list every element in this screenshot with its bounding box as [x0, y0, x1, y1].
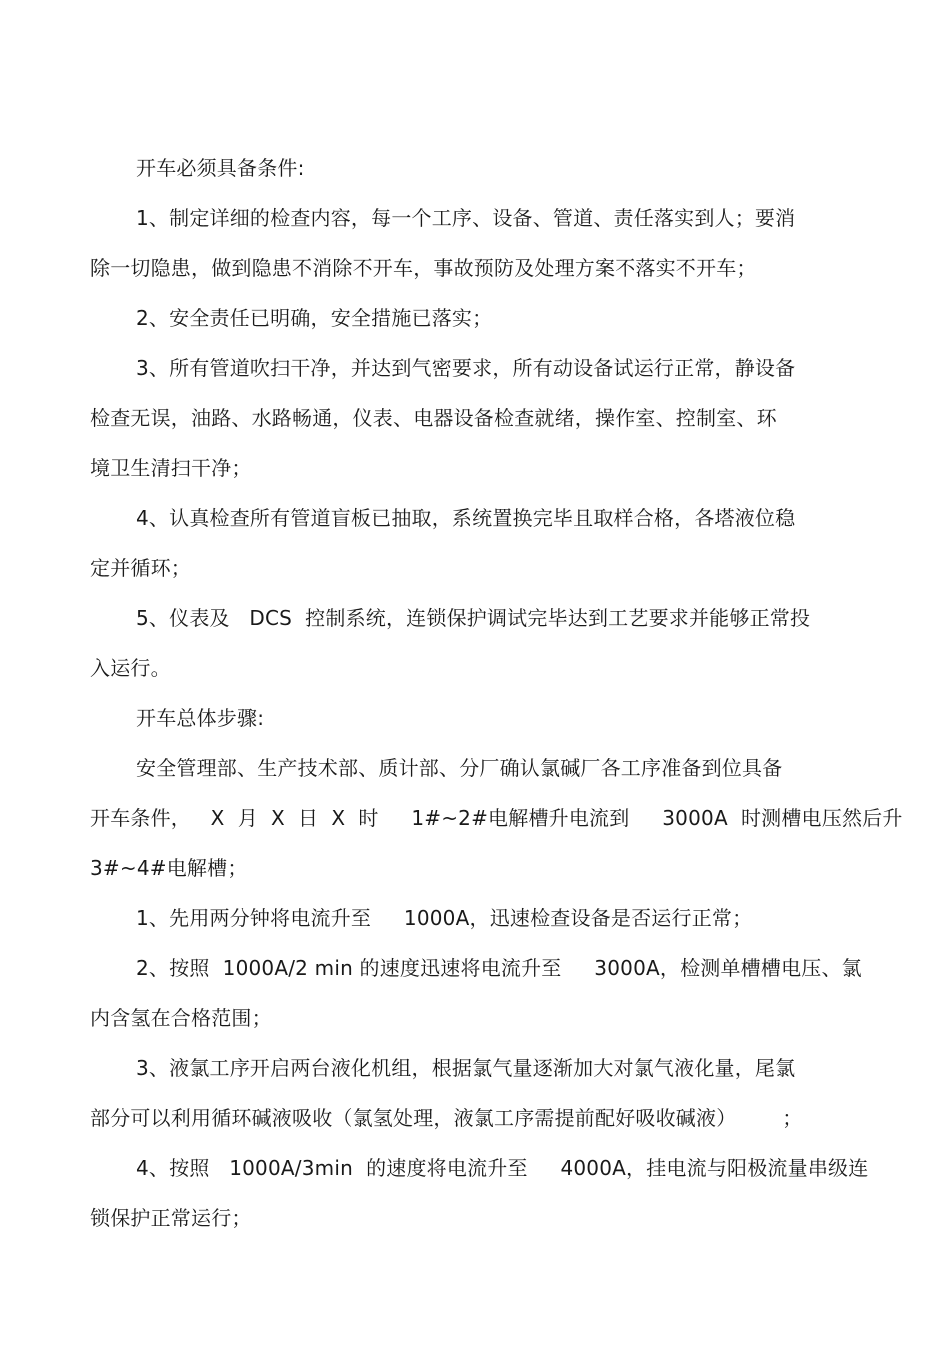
paragraph-line: 锁保护正常运行；	[90, 1206, 252, 1230]
paragraph-line: 定并循环；	[90, 556, 191, 580]
heading-startup-steps: 开车总体步骤:	[136, 706, 265, 730]
paragraph-line: 部分可以利用循环碱液吸收（氯氢处理，液氯工序需提前配好吸收碱液） ；	[90, 1106, 803, 1130]
paragraph-line: 2、按照 1000A/2 min 的速度迅速将电流升至 3000A，检测单槽槽电压、氯	[136, 956, 862, 980]
paragraph-line: 安全管理部、生产技术部、质计部、分厂确认氯碱厂各工序准备到位具备	[136, 756, 783, 780]
paragraph-line: 入运行。	[90, 656, 171, 680]
paragraph-line: 1、制定详细的检查内容，每一个工序、设备、管道、责任落实到人；要消	[136, 206, 796, 230]
paragraph-line: 开车条件， X 月 X 日 X 时 1#~2#电解槽升电流到 3000A 时测槽电压然后升	[90, 806, 903, 830]
paragraph-line: 内含氢在合格范围；	[90, 1006, 272, 1030]
paragraph-line: 境卫生清扫干净；	[90, 456, 252, 480]
paragraph-line: 4、按照 1000A/3min 的速度将电流升至 4000A，挂电流与阳极流量串级连	[136, 1156, 869, 1180]
paragraph-line: 1、先用两分钟将电流升至 1000A，迅速检查设备是否运行正常；	[136, 906, 753, 930]
heading-startup-conditions: 开车必须具备条件:	[136, 156, 305, 180]
paragraph-line: 除一切隐患，做到隐患不消除不开车，事故预防及处理方案不落实不开车；	[90, 256, 757, 280]
paragraph-line: 4、认真检查所有管道盲板已抽取，系统置换完毕且取样合格，各塔液位稳	[136, 506, 796, 530]
paragraph-line: 5、仪表及 DCS 控制系统，连锁保护调试完毕达到工艺要求并能够正常投	[136, 606, 811, 630]
paragraph-line: 3#~4#电解槽；	[90, 856, 248, 880]
paragraph-line: 3、所有管道吹扫干净，并达到气密要求，所有动设备试运行正常，静设备	[136, 356, 796, 380]
paragraph-line: 2、安全责任已明确，安全措施已落实；	[136, 306, 493, 330]
paragraph-line: 检查无误，油路、水路畅通，仪表、电器设备检查就绪，操作室、控制室、环	[90, 406, 777, 430]
paragraph-line: 3、液氯工序开启两台液化机组，根据氯气量逐渐加大对氯气液化量，尾氯	[136, 1056, 796, 1080]
